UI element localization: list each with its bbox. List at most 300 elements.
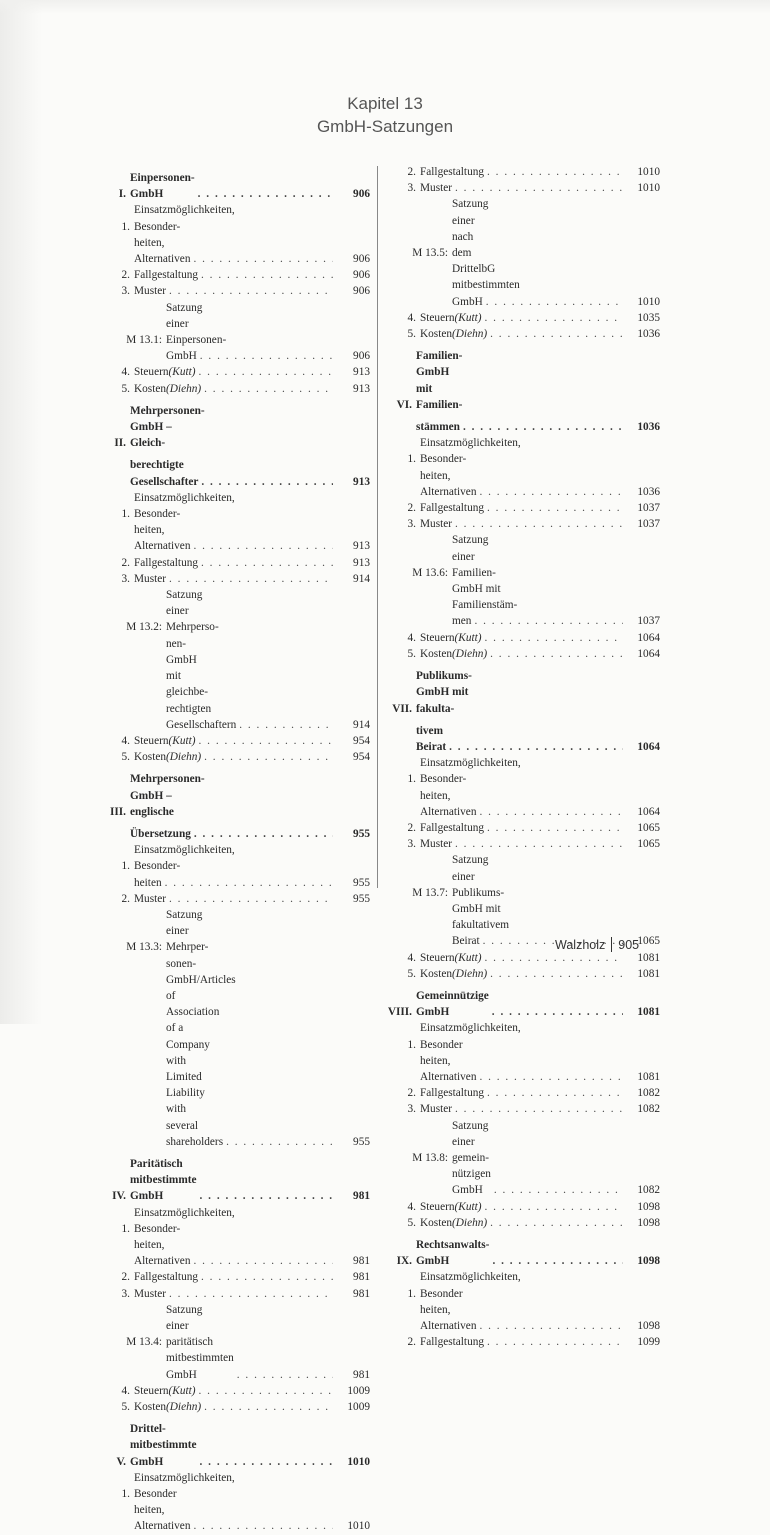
toc-entry-wrap-line bbox=[100, 956, 370, 1005]
toc-entry-title: Fallgestaltung bbox=[420, 1087, 485, 1100]
toc-entry-number: 2. bbox=[407, 821, 416, 834]
toc-entry-line bbox=[100, 235, 370, 267]
toc-entry-line bbox=[386, 468, 660, 500]
leader-dots bbox=[479, 484, 623, 500]
toc-entry-title: Muster bbox=[134, 892, 167, 905]
toc-entry-number: 5. bbox=[407, 328, 416, 341]
toc-entry-page: 1098 bbox=[637, 1216, 660, 1229]
toc-entry-author: (Kutt) bbox=[168, 1384, 196, 1397]
toc-entry-line bbox=[386, 1053, 660, 1085]
toc-entry-line bbox=[386, 326, 660, 342]
toc-entry-line bbox=[386, 1199, 660, 1215]
toc-entry-page: 1036 bbox=[637, 485, 660, 498]
toc-entry bbox=[386, 1085, 660, 1101]
toc-entry-title: several shareholders bbox=[166, 1119, 224, 1148]
toc-entry-page: 1064 bbox=[637, 631, 660, 644]
toc-entry-number: 2. bbox=[407, 502, 416, 515]
toc-entry-number: M 13.7: bbox=[412, 886, 448, 899]
toc-entry-title: Übersetzung bbox=[130, 827, 191, 840]
leader-dots bbox=[169, 891, 333, 907]
toc-entry bbox=[386, 164, 660, 180]
toc-entry-page: 1035 bbox=[637, 311, 660, 324]
toc-entry-author: (Diehn) bbox=[166, 382, 202, 395]
toc-entry-number: 1. bbox=[121, 220, 130, 233]
toc-entry-page: 914 bbox=[353, 718, 370, 731]
footer-author: Walzholz bbox=[555, 938, 606, 952]
toc-entry-page: 1010 bbox=[347, 1520, 370, 1533]
toc-entry bbox=[100, 907, 370, 1150]
toc-entry-number: M 13.8: bbox=[412, 1151, 448, 1164]
toc-entry-page: 1082 bbox=[637, 1087, 660, 1100]
toc-entry-title: Einsatzmöglichkeiten, Besonder- bbox=[134, 844, 235, 873]
toc-entry-line bbox=[386, 646, 660, 662]
toc-entry-page: 1037 bbox=[637, 615, 660, 628]
toc-entry-line bbox=[386, 966, 660, 982]
toc-entry-number: 2. bbox=[121, 556, 130, 569]
toc-entry-line bbox=[386, 1215, 660, 1231]
toc-entry-line bbox=[100, 381, 370, 397]
toc-entry-line bbox=[386, 723, 660, 755]
leader-dots bbox=[239, 717, 333, 733]
toc-entry-title: nen-GmbH mit gleichbe- bbox=[166, 637, 209, 699]
toc-entry-number: III. bbox=[109, 805, 126, 818]
toc-entry-page: 1064 bbox=[637, 805, 660, 818]
toc-entry-number: I. bbox=[118, 188, 126, 201]
leader-dots bbox=[165, 875, 333, 891]
toc-entry-page: 1082 bbox=[637, 1184, 660, 1197]
leader-dots bbox=[201, 267, 333, 283]
toc-entry-title: Rechtsanwalts-GmbH bbox=[416, 1239, 490, 1268]
toc-entry-author: (Kutt) bbox=[454, 311, 482, 324]
toc-entry-page: 955 bbox=[353, 827, 370, 840]
toc-entry-number: M 13.6: bbox=[412, 566, 448, 579]
toc-entry-line bbox=[100, 555, 370, 571]
toc-entry-title: Mehrpersonen-GmbH – englische bbox=[130, 773, 205, 818]
toc-entry-title: heiten, Alternativen bbox=[420, 469, 477, 498]
toc-entry-title: Muster bbox=[134, 285, 167, 298]
toc-entry-title: Fallgestaltung bbox=[420, 821, 485, 834]
toc-entry-title: Einsatzmöglichkeiten, Besonder- bbox=[134, 1206, 235, 1235]
leader-dots bbox=[455, 516, 623, 532]
toc-entry-wrap-line bbox=[100, 300, 370, 349]
toc-entry-number: 3. bbox=[407, 182, 416, 195]
toc-entry-title: GmbH mit fakultativem bbox=[452, 902, 510, 932]
toc-entry-wrap-line bbox=[386, 1269, 660, 1301]
toc-entry-page: 1065 bbox=[637, 821, 660, 834]
toc-entry-title: Familien-GmbH mit Familien- bbox=[416, 350, 463, 411]
toc-entry-title: rechtigten Gesellschaftern bbox=[166, 702, 237, 731]
toc-entry-page: 906 bbox=[353, 285, 370, 298]
toc-entry-number: 5. bbox=[407, 967, 416, 980]
toc-entry-wrap-line bbox=[386, 435, 660, 467]
toc-entry-line bbox=[100, 283, 370, 299]
toc-entry-number: 3. bbox=[407, 838, 416, 851]
toc-entry-wrap-line bbox=[100, 587, 370, 636]
toc-entry-page: 906 bbox=[353, 253, 370, 266]
toc-entry-number: 1. bbox=[121, 508, 130, 521]
toc-entry-number: VI. bbox=[396, 398, 412, 411]
toc-entry-title: Association of a Company bbox=[166, 1006, 220, 1051]
toc-entry-wrap-line bbox=[386, 1118, 660, 1167]
leader-dots bbox=[199, 733, 333, 749]
toc-entry bbox=[386, 500, 660, 516]
toc-entry-page: 1010 bbox=[347, 1455, 370, 1468]
toc-entry-number: 3. bbox=[121, 1287, 130, 1300]
leader-dots bbox=[199, 1383, 333, 1399]
toc-entry-title: Einsatzmöglichkeiten, Besonder bbox=[420, 1271, 521, 1300]
toc-entry-number: M 13.1: bbox=[126, 334, 162, 347]
toc-entry-number: 1. bbox=[121, 860, 130, 873]
toc-entry bbox=[386, 180, 660, 196]
toc-entry-page: 955 bbox=[353, 1135, 370, 1148]
toc-entry-page: 913 bbox=[353, 540, 370, 553]
toc-entry-title: Muster bbox=[134, 572, 167, 585]
toc-entry-page: 1065 bbox=[637, 935, 660, 948]
toc-entry-title: Fallgestaltung bbox=[420, 166, 485, 178]
toc-entry-number: 4. bbox=[407, 951, 416, 964]
toc-entry-title: Fallgestaltung bbox=[134, 269, 199, 282]
toc-entry-wrap-line bbox=[386, 668, 660, 717]
leader-dots bbox=[193, 1253, 333, 1269]
toc-entry-title: Fallgestaltung bbox=[134, 1271, 199, 1284]
toc-entry-title: Steuern bbox=[134, 1384, 169, 1397]
toc-entry-number: 4. bbox=[121, 1384, 130, 1397]
toc-entry bbox=[386, 820, 660, 836]
toc-entry bbox=[386, 1101, 660, 1117]
toc-entry bbox=[100, 1156, 370, 1205]
toc-entry-wrap-line bbox=[386, 852, 660, 901]
toc-entry-title: Steuern bbox=[134, 734, 169, 747]
toc-entry-title: Muster bbox=[420, 838, 453, 851]
toc-entry-title: Fallgestaltung bbox=[420, 1336, 485, 1349]
leader-dots bbox=[449, 739, 623, 755]
toc-entry bbox=[386, 1118, 660, 1199]
toc-entry-number: II. bbox=[114, 437, 126, 450]
leader-dots bbox=[200, 1188, 333, 1204]
toc-entry-line bbox=[100, 701, 370, 733]
toc-entry-number: M 13.3: bbox=[126, 941, 162, 954]
toc-entry-line bbox=[386, 419, 660, 435]
toc-entry-line bbox=[100, 1237, 370, 1269]
toc-entry-line bbox=[386, 1334, 660, 1350]
toc-entry-number: VIII. bbox=[387, 1006, 412, 1019]
toc-entry-title: Publikums-GmbH mit fakulta- bbox=[416, 670, 472, 715]
toc-entry-wrap-line bbox=[100, 490, 370, 522]
leader-dots bbox=[492, 1253, 623, 1269]
toc-entry-number: 1. bbox=[407, 453, 416, 466]
toc-entry-title: Satzung einer nach dem bbox=[452, 198, 489, 260]
toc-entry-title: Satzung einer Familien- bbox=[452, 534, 496, 579]
toc-entry-title: Einsatzmöglichkeiten, Besonder- bbox=[134, 204, 235, 233]
toc-entry-wrap-line bbox=[386, 755, 660, 787]
toc-entry-line bbox=[100, 1286, 370, 1302]
toc-entry bbox=[386, 326, 660, 342]
toc-entry bbox=[100, 381, 370, 397]
toc-entry-title: Steuern bbox=[420, 311, 455, 324]
leader-dots bbox=[492, 1004, 623, 1020]
toc-entry-page: 1065 bbox=[637, 838, 660, 851]
toc-entry-line bbox=[386, 516, 660, 532]
toc-entry-line bbox=[100, 1383, 370, 1399]
toc-entry-title: heiten, Alternativen bbox=[420, 1054, 477, 1083]
toc-entry-title: Gemeinnützige GmbH bbox=[416, 989, 489, 1019]
toc-entry-number: 4. bbox=[407, 631, 416, 644]
toc-entry-page: 981 bbox=[353, 1287, 370, 1300]
toc-entry-title: Kosten bbox=[420, 967, 453, 980]
leader-dots bbox=[487, 500, 623, 516]
toc-entry-wrap-line bbox=[386, 901, 660, 933]
toc-entry-line bbox=[100, 348, 370, 364]
column-divider bbox=[377, 166, 378, 888]
toc-entry bbox=[386, 988, 660, 1020]
toc-entry-title: heiten bbox=[134, 876, 162, 889]
toc-entry bbox=[100, 749, 370, 765]
toc-entry-page: 1037 bbox=[637, 518, 660, 531]
leader-dots bbox=[198, 186, 333, 202]
toc-entry-line bbox=[386, 788, 660, 820]
leader-dots bbox=[169, 1286, 333, 1302]
toc-entry bbox=[100, 1205, 370, 1270]
toc-entry-title: Satzung einer paritätisch bbox=[166, 1303, 214, 1349]
leader-dots bbox=[485, 1199, 623, 1215]
page-edge-shadow bbox=[0, 0, 42, 1024]
toc-entry bbox=[100, 490, 370, 555]
toc-entry-line bbox=[100, 457, 370, 489]
leader-dots bbox=[201, 555, 333, 571]
leader-dots bbox=[204, 381, 333, 397]
toc-entry-page: 906 bbox=[353, 188, 370, 201]
toc-entry-page: 906 bbox=[353, 269, 370, 282]
toc-entry-page: 1037 bbox=[637, 502, 660, 515]
toc-entry-page: 914 bbox=[353, 572, 370, 585]
leader-dots bbox=[486, 294, 623, 310]
toc-entry-page: 1082 bbox=[637, 1103, 660, 1116]
toc-entry-page: 981 bbox=[353, 1368, 370, 1381]
toc-entry-title: GmbH mit Familienstäm- bbox=[452, 583, 518, 612]
toc-entry-number: IX. bbox=[396, 1255, 412, 1268]
toc-entry bbox=[100, 891, 370, 907]
toc-entry-number: 1. bbox=[407, 773, 416, 786]
toc-entry-number: 5. bbox=[121, 382, 130, 395]
leader-dots bbox=[479, 1318, 623, 1334]
toc-entry-title: Satzung einer Mehrper- bbox=[166, 908, 209, 954]
toc-entry bbox=[386, 1334, 660, 1350]
toc-entry-title: heiten, Alternativen bbox=[420, 1303, 477, 1333]
leader-dots bbox=[204, 1399, 333, 1415]
toc-entry-author: (Kutt) bbox=[454, 1200, 482, 1213]
leader-dots bbox=[490, 646, 623, 662]
toc-entry-title: Muster bbox=[420, 182, 453, 195]
toc-entry-title: Paritätisch mitbestimmte GmbH bbox=[130, 1157, 197, 1203]
toc-entry-page: 1010 bbox=[637, 295, 660, 308]
toc-entry-line bbox=[386, 630, 660, 646]
toc-entry-wrap-line bbox=[100, 636, 370, 701]
leader-dots bbox=[494, 1182, 623, 1198]
toc-entry-page: 1064 bbox=[637, 647, 660, 660]
leader-dots bbox=[200, 348, 333, 364]
toc-entry-title: Einsatzmöglichkeiten, Besonder- bbox=[134, 491, 235, 521]
toc-entry-number: 1. bbox=[121, 1222, 130, 1235]
toc-entry-line bbox=[386, 164, 660, 180]
toc-entry-title: Steuern bbox=[420, 631, 455, 644]
leader-dots bbox=[204, 749, 333, 765]
toc-entry-line bbox=[100, 267, 370, 283]
toc-entry-title: heiten, Alternativen bbox=[134, 236, 191, 266]
toc-entry-line bbox=[386, 820, 660, 836]
toc-entry bbox=[386, 348, 660, 435]
toc-entry bbox=[100, 587, 370, 733]
toc-entry-title: Mehrpersonen-GmbH – Gleich- bbox=[130, 404, 205, 450]
toc-entry-page: 954 bbox=[353, 751, 370, 764]
toc-entry-wrap-line bbox=[386, 261, 660, 293]
page-footer bbox=[555, 937, 639, 952]
leader-dots bbox=[485, 630, 623, 646]
toc-entry-title: Muster bbox=[420, 518, 453, 531]
toc-entry-author: (Diehn) bbox=[166, 751, 202, 764]
toc-entry-wrap-line bbox=[100, 403, 370, 452]
toc-entry bbox=[386, 196, 660, 309]
toc-entry bbox=[100, 771, 370, 842]
toc-entry-title: Satzung einer Publikums- bbox=[452, 854, 505, 899]
toc-entry-line bbox=[100, 571, 370, 587]
toc-entry bbox=[386, 1020, 660, 1085]
toc-entry-number: V. bbox=[116, 1455, 126, 1468]
toc-entry-title: Satzung einer Mehrperso- bbox=[166, 589, 219, 634]
toc-entry bbox=[386, 966, 660, 982]
toc-entry-number: 2. bbox=[407, 166, 416, 178]
page-top-shadow bbox=[0, 0, 770, 14]
leader-dots bbox=[226, 1134, 333, 1150]
footer-separator bbox=[611, 937, 612, 952]
toc-entry-line bbox=[100, 891, 370, 907]
toc-entry bbox=[386, 668, 660, 755]
toc-entry-line bbox=[100, 1156, 370, 1205]
toc-entry-wrap-line bbox=[100, 842, 370, 874]
toc-entry-number: 1. bbox=[121, 1488, 130, 1501]
toc-entry bbox=[386, 1199, 660, 1215]
toc-entry-title: nützigen GmbH bbox=[452, 1168, 491, 1197]
leader-dots bbox=[194, 826, 333, 842]
toc-entry bbox=[100, 283, 370, 299]
toc-entry bbox=[386, 1269, 660, 1334]
toc-entry-page: 1081 bbox=[637, 1070, 660, 1083]
toc-entry-title: Fallgestaltung bbox=[134, 556, 199, 569]
toc-entry-wrap-line bbox=[386, 196, 660, 261]
toc-entry-wrap-line bbox=[100, 907, 370, 956]
leader-dots bbox=[201, 1269, 333, 1285]
toc-entry bbox=[386, 435, 660, 500]
toc-entry-number: VII. bbox=[392, 702, 412, 715]
toc-entry bbox=[100, 1421, 370, 1470]
leader-dots bbox=[455, 180, 623, 196]
toc-entry-page: 1081 bbox=[637, 1006, 660, 1019]
leader-dots bbox=[490, 326, 623, 342]
toc-entry-title: Muster bbox=[134, 1287, 167, 1300]
toc-entry-number: 4. bbox=[407, 1200, 416, 1213]
toc-entry-page: 913 bbox=[353, 366, 370, 379]
toc-entry-number: 2. bbox=[407, 1087, 416, 1100]
toc-entry-number: 4. bbox=[121, 734, 130, 747]
toc-entry-page: 981 bbox=[353, 1271, 370, 1284]
toc-entry bbox=[100, 1302, 370, 1383]
toc-entry-line bbox=[100, 733, 370, 749]
leader-dots bbox=[487, 820, 623, 836]
toc-entry-title: Einsatzmöglichkeiten, Besonder bbox=[134, 1471, 235, 1501]
toc-entry bbox=[100, 300, 370, 365]
toc-entry bbox=[386, 532, 660, 629]
toc-entry-title: sonen-GmbH/Articles of bbox=[166, 957, 236, 1002]
toc-entry-number: 3. bbox=[407, 1103, 416, 1116]
toc-entry-title: DrittelbG mitbestimmten bbox=[452, 263, 520, 292]
leader-dots bbox=[193, 251, 333, 267]
toc-entry-number: 2. bbox=[407, 1336, 416, 1349]
leader-dots bbox=[490, 1215, 623, 1231]
toc-entry-author: (Diehn) bbox=[166, 1401, 202, 1414]
toc-entry-title: Satzung einer Einpersonen- bbox=[166, 301, 227, 347]
toc-entry-number: 3. bbox=[121, 572, 130, 585]
toc-entry bbox=[100, 733, 370, 749]
toc-entry bbox=[386, 1215, 660, 1231]
toc-entry-wrap-line bbox=[386, 1020, 660, 1052]
toc-entry bbox=[386, 852, 660, 949]
toc-entry-page: 955 bbox=[353, 892, 370, 905]
toc-entry-line bbox=[386, 1237, 660, 1269]
toc-entry-line bbox=[386, 1085, 660, 1101]
toc-entry bbox=[100, 170, 370, 202]
leader-dots bbox=[487, 1085, 623, 1101]
toc-entry-number: 2. bbox=[121, 269, 130, 282]
toc-entry-page: 1010 bbox=[637, 166, 660, 178]
toc-entry-title: Steuern bbox=[420, 951, 455, 964]
leader-dots bbox=[487, 1334, 623, 1350]
footer-page-number: 905 bbox=[618, 938, 640, 952]
toc-entry bbox=[386, 1237, 660, 1269]
toc-entry-page: 1009 bbox=[347, 1384, 370, 1397]
toc-entry-title: Kosten bbox=[420, 328, 453, 341]
leader-dots bbox=[169, 571, 333, 587]
toc-entry-title: Fallgestaltung bbox=[420, 502, 485, 515]
toc-entry-wrap-line bbox=[100, 202, 370, 234]
toc-entry-title: Kosten bbox=[134, 751, 167, 764]
toc-entry-line bbox=[100, 1502, 370, 1534]
toc-entry-page: 1098 bbox=[637, 1255, 660, 1268]
toc-entry-author: (Diehn) bbox=[452, 328, 488, 341]
toc-entry bbox=[100, 842, 370, 891]
toc-entry-page: 954 bbox=[353, 734, 370, 747]
leader-dots bbox=[474, 613, 623, 629]
toc-entry-wrap-line bbox=[100, 1302, 370, 1351]
toc-entry bbox=[100, 1383, 370, 1399]
toc-entry-title: stämmen bbox=[416, 421, 460, 434]
toc-entry-number: 2. bbox=[121, 1271, 130, 1284]
toc-entry-page: 1064 bbox=[637, 740, 660, 753]
toc-entry-title: heiten, Alternativen bbox=[134, 1239, 191, 1268]
leader-dots bbox=[479, 1069, 623, 1085]
toc-entry bbox=[100, 571, 370, 587]
toc-entry-number: 5. bbox=[407, 647, 416, 660]
toc-entry-title: heiten, Alternativen bbox=[134, 1504, 191, 1533]
toc-entry bbox=[100, 202, 370, 267]
toc-entry-number: 5. bbox=[121, 1401, 130, 1414]
toc-entry-page: 913 bbox=[353, 382, 370, 395]
toc-entry-author: (Kutt) bbox=[454, 631, 482, 644]
toc-entry-line bbox=[100, 875, 370, 891]
toc-entry-title: Kosten bbox=[420, 1216, 453, 1229]
toc-entry-title: Kosten bbox=[134, 1401, 167, 1414]
toc-entry-line bbox=[386, 613, 660, 629]
toc-entry-title: men bbox=[452, 615, 472, 628]
toc-entry-title: heiten, Alternativen bbox=[134, 524, 191, 553]
